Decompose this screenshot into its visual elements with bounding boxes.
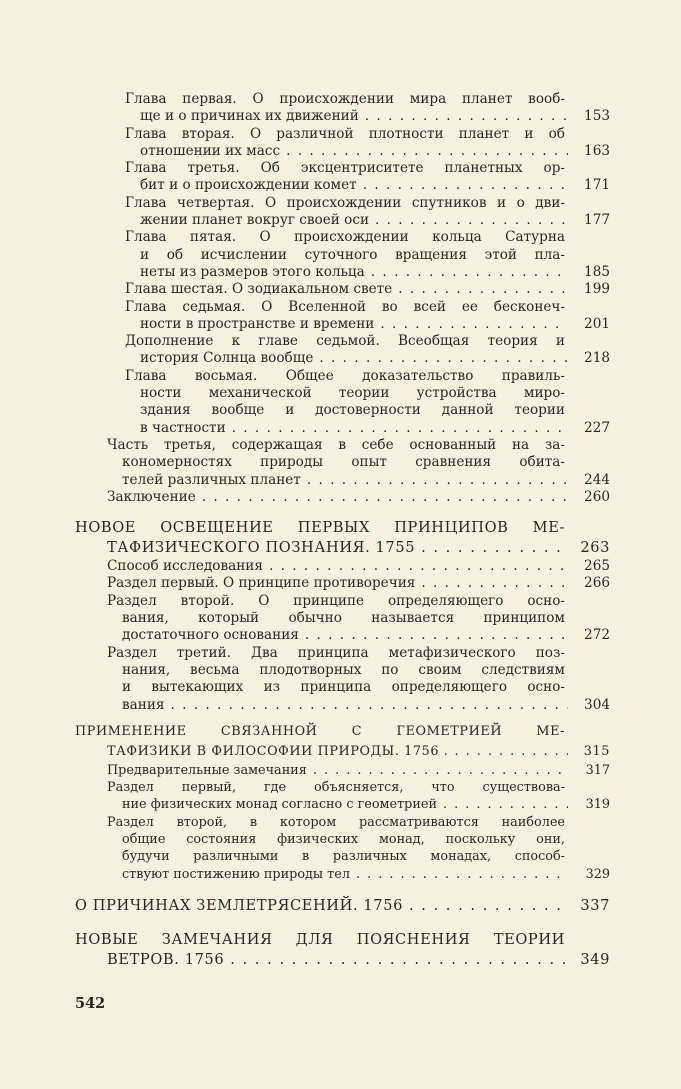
entry-page-number: 177 <box>584 212 610 229</box>
entry-title-text: нания, весьма плодотворных по своим следствиям <box>122 661 565 678</box>
entry-title-text: общие состояния физических монад, поскольку они, <box>122 831 565 847</box>
toc-line <box>125 160 610 177</box>
entry-title-text: кономерностях природы опыт сравнения обита- <box>122 454 565 471</box>
entry-title-text: Предварительные замечания <box>107 762 307 778</box>
toc-line <box>140 385 610 402</box>
toc-line <box>75 930 610 950</box>
toc-line <box>140 350 610 367</box>
toc-line <box>140 212 610 229</box>
dot-leader <box>363 177 568 194</box>
toc-line <box>140 316 610 333</box>
toc-line <box>122 679 610 696</box>
toc-line <box>107 575 610 592</box>
toc-entry <box>0 160 681 195</box>
entry-page-number: 153 <box>584 108 610 125</box>
dot-leader <box>409 896 568 916</box>
entry-page-number: 337 <box>580 896 610 914</box>
toc-line <box>122 472 610 489</box>
entry-title-text: Способ исследования <box>107 558 263 575</box>
dot-leader <box>454 742 568 762</box>
toc-entry <box>0 91 681 126</box>
entry-title-text: ще и о причинах их движений <box>140 108 359 125</box>
entry-page-number: 263 <box>580 539 610 557</box>
entry-title-text: ТАФИЗИЧЕСКОГО ПОЗНАНИЯ. 1755 <box>107 539 416 557</box>
toc-section <box>0 896 681 916</box>
entry-page-number: 329 <box>585 866 610 882</box>
toc-line <box>107 645 610 662</box>
toc-line <box>122 454 610 471</box>
toc-section <box>0 930 681 970</box>
entry-title-text: Глава седьмая. О Вселенной во всей ее бесконеч- <box>125 298 565 315</box>
toc-line <box>75 722 610 742</box>
toc-entry <box>0 489 681 506</box>
dot-leader <box>421 575 568 592</box>
entry-title-text: Глава первая. О происхождении мира планет вооб- <box>125 91 565 107</box>
entry-page-number: 266 <box>584 575 610 592</box>
entry-page-number: 244 <box>584 471 610 488</box>
entry-page-number: 349 <box>580 950 610 968</box>
dot-leader <box>313 762 568 779</box>
toc-line <box>125 299 610 316</box>
entry-title-text: НОВОЕ ОСВЕЩЕНИЕ ПЕРВЫХ ПРИНЦИПОВ МЕ- <box>75 519 565 537</box>
entry-page-number: 218 <box>584 350 610 367</box>
dot-leader <box>269 558 568 575</box>
toc-line <box>122 627 610 644</box>
toc-line <box>122 831 610 848</box>
entry-title-text: ВЕТРОВ. 1756 <box>107 950 225 968</box>
entry-title-text: здания вообще и достоверности данной теории <box>140 402 565 419</box>
dot-leader <box>286 143 568 160</box>
toc-line <box>75 896 610 916</box>
toc-line <box>122 796 610 813</box>
toc-entry <box>0 126 681 161</box>
toc-line <box>140 420 610 437</box>
entry-title-text: история Солнца вообще <box>140 350 314 367</box>
dot-leader <box>375 212 568 229</box>
toc-line <box>107 950 610 970</box>
toc-line <box>122 610 610 627</box>
entry-title-text: жении планет вокруг своей оси <box>140 212 370 229</box>
entry-title-text: вания <box>122 696 165 713</box>
toc-heading <box>0 930 681 970</box>
toc-section <box>0 91 681 506</box>
dot-leader <box>365 108 568 125</box>
toc-entry <box>0 558 681 575</box>
entry-page-number: 227 <box>584 419 610 436</box>
toc-section <box>0 722 681 883</box>
entry-page-number: 260 <box>584 488 610 505</box>
toc-line <box>125 368 610 385</box>
toc-entry <box>0 368 681 437</box>
toc-entry <box>0 281 681 298</box>
dot-leader <box>398 281 568 298</box>
toc-line <box>107 742 610 762</box>
toc-heading <box>0 722 681 762</box>
entry-page-number: 315 <box>583 743 610 759</box>
entry-title-text: будучи различными в различных монадах, способ- <box>122 849 565 865</box>
dot-leader <box>380 316 568 333</box>
toc-line <box>140 264 610 281</box>
toc-line <box>107 593 610 610</box>
toc-line <box>122 662 610 679</box>
entry-title-text: Раздел второй, в котором рассматриваются наиболее <box>107 814 565 830</box>
entry-title-text: Раздел третий. Два принципа метафизического поз- <box>107 644 565 661</box>
entry-title-text: ПРИМЕНЕНИЕ СВЯЗАННОЙ С ГЕОМЕТРИЕЙ МЕ- <box>75 723 565 739</box>
entry-page-number: 163 <box>584 142 610 159</box>
entry-title-text: вания, который обычно называется принципом <box>122 610 565 627</box>
toc-line <box>140 177 610 194</box>
toc-entry <box>0 814 681 883</box>
entry-title-text: ние физических монад согласно с геометрией <box>122 797 437 813</box>
entry-title-text: Заключение <box>107 488 196 505</box>
entry-title-text: Глава шестая. О зодиакальном свете <box>125 281 393 298</box>
toc-line <box>125 229 610 246</box>
entry-page-number: 272 <box>584 627 610 644</box>
toc-line <box>125 195 610 212</box>
toc-entry <box>0 299 681 334</box>
entry-page-number: 185 <box>584 263 610 280</box>
entry-title-text: Раздел второй. О принципе определяющего осно- <box>107 592 565 609</box>
toc-entry <box>0 437 681 489</box>
toc-entry <box>0 779 681 814</box>
dot-leader <box>305 627 568 644</box>
dot-leader <box>421 538 568 558</box>
dot-leader <box>319 350 568 367</box>
entry-title-text: Глава пятая. О происхождении кольца Сатурна <box>125 229 565 246</box>
toc-entry <box>0 762 681 779</box>
dot-leader <box>307 472 568 489</box>
toc-heading <box>0 896 681 916</box>
entry-title-text: и вытекающих из принципа определяющего осно- <box>122 679 565 696</box>
toc-entry <box>0 593 681 645</box>
toc-line <box>125 126 610 143</box>
toc-section <box>0 518 681 714</box>
toc-line <box>107 538 610 558</box>
dot-leader <box>230 950 568 970</box>
entry-title-text: ности в пространстве и времени <box>140 315 375 332</box>
entry-title-text: Глава вторая. О различной плотности планет и об <box>125 125 565 142</box>
toc-line <box>75 518 610 538</box>
toc-line <box>107 489 610 506</box>
dot-leader <box>371 264 568 281</box>
entry-title-text: О ПРИЧИНАХ ЗЕМЛЕТРЯСЕНИЙ. 1756 <box>75 896 403 914</box>
toc-line <box>140 108 610 125</box>
entry-title-text: неты из размеров этого кольца <box>140 263 365 280</box>
entry-title-text: в частности <box>140 419 226 436</box>
toc-line <box>140 402 610 419</box>
toc-line <box>107 762 610 779</box>
toc-line <box>125 91 610 108</box>
dot-leader <box>170 697 568 714</box>
toc-line <box>122 866 610 883</box>
toc-line <box>125 333 610 350</box>
toc-line <box>125 281 610 298</box>
entry-title-text: Дополнение к главе седьмой. Всеобщая теория и <box>125 333 565 350</box>
toc-entry <box>0 645 681 714</box>
dot-leader <box>356 866 568 883</box>
toc-entry <box>0 575 681 592</box>
table-of-contents <box>0 91 681 970</box>
entry-title-text: Глава третья. Об эксцентриситете планетных ор- <box>125 160 565 177</box>
toc-line <box>107 558 610 575</box>
dot-leader <box>232 420 568 437</box>
page-number: 542 <box>75 995 106 1012</box>
entry-page-number: 319 <box>585 797 610 813</box>
entry-title-text: отношении их масс <box>140 142 281 159</box>
entry-title-text: НОВЫЕ ЗАМЕЧАНИЯ ДЛЯ ПОЯСНЕНИЯ ТЕОРИИ <box>75 930 565 948</box>
entry-title-text: Раздел первый. О принципе противоречия <box>107 575 416 592</box>
entry-title-text: Глава восьмая. Общее доказательство правиль- <box>125 367 565 384</box>
toc-entry <box>0 195 681 230</box>
entry-title-text: Глава четвертая. О происхождении спутников и о дви- <box>125 194 565 211</box>
toc-line <box>140 247 610 264</box>
entry-title-text: Раздел первый, где объясняется, что существова- <box>107 780 565 796</box>
entry-title-text: ности механической теории устройства миро- <box>140 385 565 402</box>
dot-leader <box>443 796 568 813</box>
entry-page-number: 317 <box>585 762 610 778</box>
entry-page-number: 265 <box>584 558 610 575</box>
entry-title-text: и об исчислении суточного вращения этой пла- <box>140 246 565 263</box>
toc-line <box>122 697 610 714</box>
entry-title-text: ствуют постижению природы тел <box>122 866 350 882</box>
toc-line <box>140 143 610 160</box>
entry-page-number: 201 <box>584 315 610 332</box>
entry-title-text: ТАФИЗИКИ В ФИЛОСОФИИ ПРИРОДЫ. 1756 . <box>107 743 449 759</box>
entry-title-text: достаточного основания <box>122 627 299 644</box>
toc-line <box>122 848 610 865</box>
entry-title-text: телей различных планет <box>122 471 301 488</box>
toc-line <box>107 779 610 796</box>
entry-title-text: Часть третья, содержащая в себе основанный на за- <box>107 436 565 453</box>
toc-line <box>107 437 610 454</box>
dot-leader <box>202 489 568 506</box>
entry-page-number: 199 <box>584 281 610 298</box>
toc-line <box>107 814 610 831</box>
entry-page-number: 171 <box>584 177 610 194</box>
toc-entry <box>0 333 681 368</box>
toc-heading <box>0 518 681 558</box>
entry-page-number: 304 <box>584 696 610 713</box>
entry-title-text: бит и о происхождении комет <box>140 177 357 194</box>
toc-entry <box>0 229 681 281</box>
